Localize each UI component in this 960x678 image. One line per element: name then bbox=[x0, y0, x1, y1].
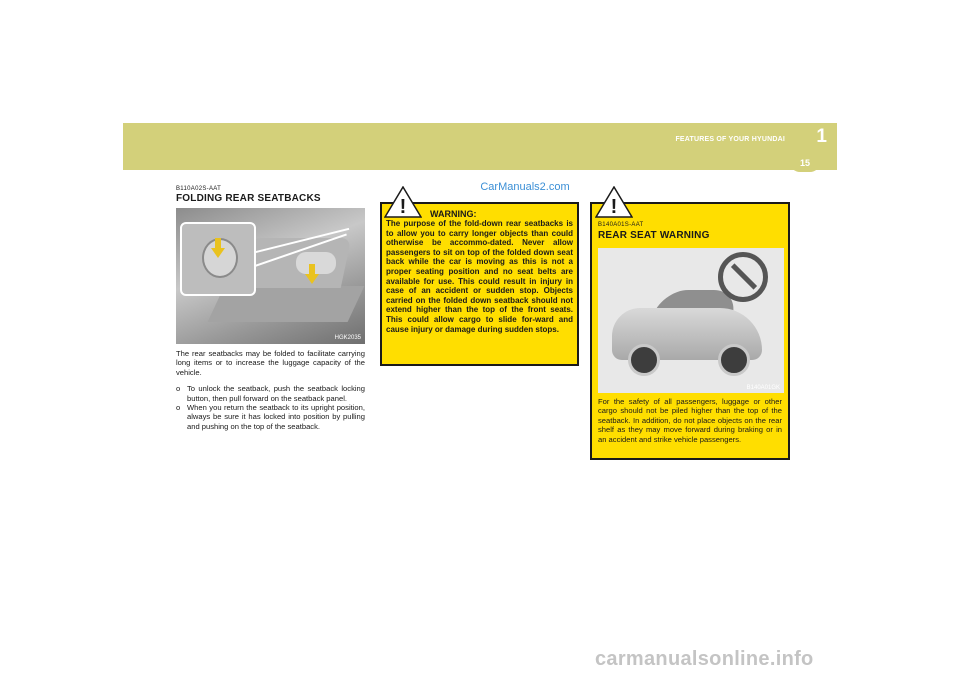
page-number: 15 bbox=[799, 158, 810, 168]
rear-badge-mark: ! bbox=[610, 196, 618, 218]
footer-watermark: carmanualsonline.info bbox=[595, 648, 814, 670]
warning-triangle-icon bbox=[595, 186, 633, 218]
section-heading: FOLDING REAR SEATBACKS bbox=[176, 193, 321, 204]
push-arrow-stem bbox=[215, 238, 221, 248]
seatback-illustration bbox=[176, 208, 365, 344]
seat-headrest bbox=[296, 252, 336, 274]
rear-wheel bbox=[718, 344, 750, 376]
list-item: o When you return the seatback to its upright position, always be sure it has locked into position by pulling and pushing on the top of the seatback. bbox=[176, 403, 365, 431]
instruction-list bbox=[176, 384, 365, 431]
rear-seat-warning-box bbox=[590, 202, 790, 460]
rear-section-heading: REAR SEAT WARNING bbox=[598, 230, 710, 241]
rear-section-code: B140A01S-AAT bbox=[598, 222, 644, 228]
release-arrow-icon bbox=[305, 274, 319, 284]
prohibition-icon bbox=[718, 252, 768, 302]
page-number-tab bbox=[790, 155, 820, 172]
car-illustration bbox=[598, 248, 784, 393]
figure-code: B140A01GK bbox=[746, 385, 780, 391]
section-header-band bbox=[123, 123, 837, 170]
locking-button-detail bbox=[180, 222, 256, 296]
list-item: o To unlock the seatback, push the seatback locking button, then pull forward on the seatback panel. bbox=[176, 384, 365, 403]
folding-seatbacks-section bbox=[176, 186, 365, 431]
section-title: FEATURES OF YOUR HYUNDAI bbox=[675, 136, 785, 143]
prohibition-slash bbox=[731, 263, 757, 289]
warning-box bbox=[380, 202, 579, 366]
push-arrow-icon bbox=[211, 248, 225, 258]
front-wheel bbox=[628, 344, 660, 376]
section-code: B110A02S-AAT bbox=[176, 186, 222, 192]
warning-text: The purpose of the fold-down rear seatbacks is to allow you to carry longer objects than could otherwise be accommo-dated. Never allow passengers to sit on top of the folded down seat back while the car is moving as this is not a proper seating position and no seat belts are available for use. This could result in injury in case of an accident or sudden stop. Objects carried on the folded down seatback should not extend higher than the top of the front seats. This could allow cargo to slide for-ward and cause injury or damage during sudden stops. bbox=[386, 219, 573, 334]
intro-paragraph: The rear seatbacks may be folded to facilitate carrying long items or to increase the luggage capacity of the vehicle. bbox=[176, 349, 365, 377]
warning-triangle-icon bbox=[384, 186, 422, 218]
warning-title: WARNING: bbox=[430, 209, 477, 219]
chapter-number: 1 bbox=[816, 126, 827, 147]
warning-badge-mark: ! bbox=[399, 196, 407, 218]
watermark-link[interactable]: CarManuals2.com bbox=[480, 181, 570, 193]
rear-warning-text: For the safety of all passengers, luggage or other cargo should not be piled higher than the top of the seatback. In addition, do not place objects on the rear shelf as they may move forward during braking or in an accident and strike vehicle passengers. bbox=[598, 397, 782, 444]
figure-code: HGK2035 bbox=[334, 335, 361, 341]
release-arrow-stem bbox=[309, 264, 315, 274]
